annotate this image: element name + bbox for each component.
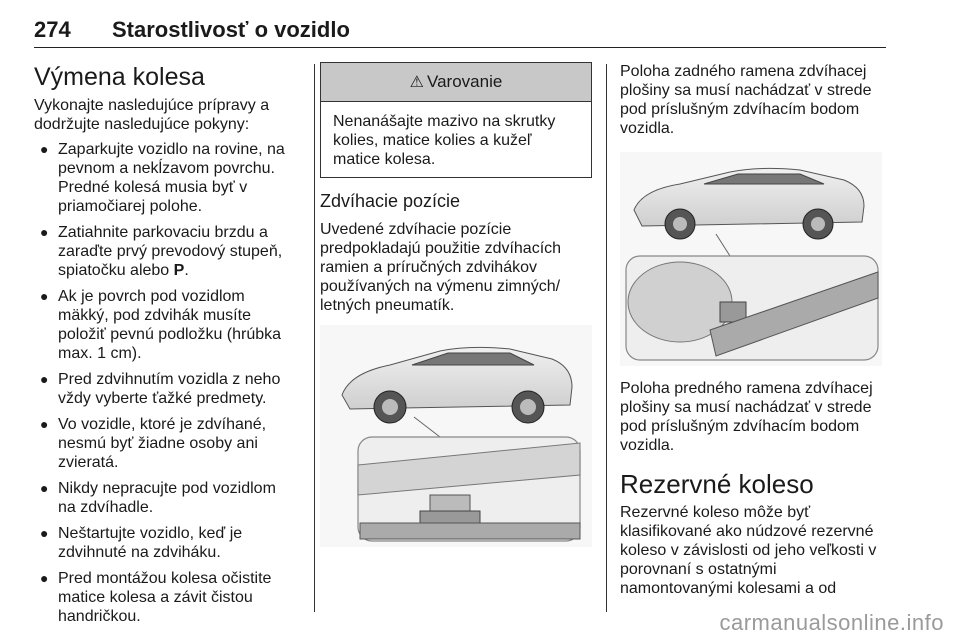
list-item: ● Zaparkujte vozidlo na rovine, na pevnom a nekĺzavom povrchu. Predné kolesá musia byť v priamočiarej polohe. bbox=[40, 141, 285, 215]
warning-header bbox=[321, 63, 591, 102]
column-divider-2 bbox=[606, 64, 607, 612]
page-number: 274 bbox=[34, 17, 71, 42]
warning-box bbox=[320, 62, 592, 178]
section-heading-spare-wheel: Rezervné koleso bbox=[620, 469, 814, 499]
column-wheel-change bbox=[34, 62, 296, 633]
column-rear-front-spare bbox=[620, 62, 886, 598]
front-lift-diagram bbox=[320, 325, 592, 547]
watermark: carmanualsonline.info bbox=[719, 610, 944, 635]
intro-text: Vykonajte nasledujúce prípravy a dodržujte nasledujúce pokyny: bbox=[34, 97, 270, 133]
bullet-dot-icon: ● bbox=[40, 224, 49, 240]
list-item: ● Vo vozidle, ktoré je zdvíhané, nesmú byť žiadne osoby ani zvieratá. bbox=[40, 416, 267, 471]
list-item: ● Neštartujte vozidlo, keď je zdvihnuté na zdviháku. bbox=[40, 525, 243, 561]
bullet-dot-icon: ● bbox=[40, 416, 49, 432]
list-item: ● Zatiahnite parkovaciu brzdu a zaraďte prvý prevodový stupeň, spiatočku alebo P. bbox=[40, 224, 283, 279]
bullet-dot-icon: ● bbox=[40, 141, 49, 157]
spare-wheel-text: Rezervné koleso môže byť klasifikované ako núdzové rezervné koleso v závislosti od jeho veľkosti v porovnaní s ostatnými namontovanými kolesami a od bbox=[620, 504, 877, 597]
warning-title: Varovanie bbox=[427, 72, 503, 91]
warning-triangle-icon: ⚠ bbox=[409, 74, 425, 91]
rear-arm-text: Poloha zadného ramena zdvíhacej plošiny sa musí nachádzať v strede pod príslušným zdvíhacím bodom vozidla. bbox=[620, 63, 872, 137]
front-lift-illustration bbox=[320, 325, 592, 552]
section-heading-lifting-points: Zdvíhacie pozície bbox=[320, 191, 461, 211]
page-header bbox=[34, 14, 886, 48]
front-arm-text: Poloha predného ramena zdvíhacej plošiny sa musí nachádzať v strede pod príslušným zdvíhacím bodom vozidla. bbox=[620, 380, 873, 454]
warning-text: Nenanášajte mazivo na skrutky kolies, matice kolies a kužeľ matice kolesa. bbox=[333, 113, 556, 168]
gear-p-label: P bbox=[173, 262, 185, 279]
list-item: ● Pred montážou kolesa očistite matice kolesa a závit čistou handričkou. bbox=[40, 570, 272, 625]
bullet-dot-icon: ● bbox=[40, 480, 49, 496]
column-divider-1 bbox=[314, 64, 315, 612]
rear-lift-diagram bbox=[620, 152, 882, 366]
page-title: Starostlivosť o vozidlo bbox=[112, 17, 350, 42]
rear-lift-illustration bbox=[620, 152, 886, 371]
lifting-points-text: Uvedené zdvíhacie pozície predpokladajú použitie zdvíhacích ramien a príručných zdvihákov používaných na výmenu zimných/ letných pneumatík. bbox=[320, 221, 562, 314]
bullet-dot-icon: ● bbox=[40, 371, 49, 387]
bullet-dot-icon: ● bbox=[40, 525, 49, 541]
list-item: ● Nikdy nepracujte pod vozidlom na zdvíhadle. bbox=[40, 480, 276, 516]
section-heading-wheel-change: Výmena kolesa bbox=[34, 63, 205, 91]
list-item: ● Ak je povrch pod vozidlom mäkký, pod zdvihák musíte položiť pevnú podložku (hrúbka max. 1 cm). bbox=[40, 288, 282, 362]
instruction-list bbox=[34, 140, 296, 626]
list-item: ● Pred zdvihnutím vozidla z neho vždy vyberte ťažké predmety. bbox=[40, 371, 281, 407]
bullet-dot-icon: ● bbox=[40, 570, 49, 586]
bullet-dot-icon: ● bbox=[40, 288, 49, 304]
column-lifting-points bbox=[320, 62, 592, 552]
